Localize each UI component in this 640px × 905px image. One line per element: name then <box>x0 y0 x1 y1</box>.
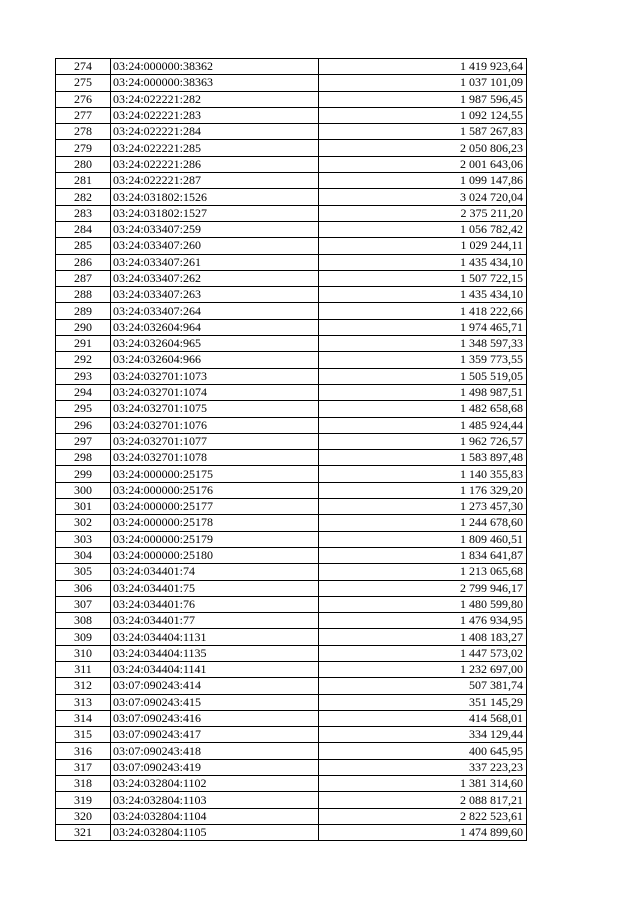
table-row <box>56 238 527 254</box>
row-number-cell: 282 <box>56 189 111 205</box>
table-row <box>56 336 527 352</box>
value-cell: 1 476 934,95 <box>319 613 527 629</box>
row-number-cell: 300 <box>56 482 111 498</box>
row-number-cell: 315 <box>56 727 111 743</box>
row-number-cell: 311 <box>56 661 111 677</box>
cadastral-number-cell: 03:24:033407:260 <box>111 238 319 254</box>
value-cell: 1 809 460,51 <box>319 531 527 547</box>
row-number-cell: 288 <box>56 287 111 303</box>
row-number-cell: 312 <box>56 678 111 694</box>
cadastral-number-cell: 03:24:000000:38362 <box>111 59 319 75</box>
table-row <box>56 189 527 205</box>
cadastral-number-cell: 03:24:000000:25177 <box>111 499 319 515</box>
row-number-cell: 278 <box>56 124 111 140</box>
table-row <box>56 352 527 368</box>
row-number-cell: 277 <box>56 107 111 123</box>
table-row <box>56 205 527 221</box>
row-number-cell: 281 <box>56 173 111 189</box>
value-cell: 1 099 147,86 <box>319 173 527 189</box>
cadastral-number-cell: 03:24:000000:25179 <box>111 531 319 547</box>
row-number-cell: 309 <box>56 629 111 645</box>
cadastral-number-cell: 03:07:090243:418 <box>111 743 319 759</box>
table-row <box>56 694 527 710</box>
table-row <box>56 710 527 726</box>
table-row <box>56 450 527 466</box>
cadastral-number-cell: 03:24:000000:25180 <box>111 547 319 563</box>
cadastral-number-cell: 03:24:022221:285 <box>111 140 319 156</box>
value-cell: 1 974 465,71 <box>319 319 527 335</box>
cadastral-number-cell: 03:24:032804:1103 <box>111 792 319 808</box>
table-row <box>56 319 527 335</box>
cadastral-number-cell: 03:24:034401:76 <box>111 596 319 612</box>
value-cell: 1 987 596,45 <box>319 91 527 107</box>
cadastral-number-cell: 03:24:034401:75 <box>111 580 319 596</box>
value-cell: 1 056 782,42 <box>319 221 527 237</box>
row-number-cell: 275 <box>56 75 111 91</box>
row-number-cell: 297 <box>56 433 111 449</box>
value-cell: 1 176 329,20 <box>319 482 527 498</box>
table-row <box>56 776 527 792</box>
row-number-cell: 298 <box>56 450 111 466</box>
row-number-cell: 304 <box>56 547 111 563</box>
cadastral-number-cell: 03:24:032604:966 <box>111 352 319 368</box>
value-cell: 334 129,44 <box>319 727 527 743</box>
table-row <box>56 270 527 286</box>
cadastral-number-cell: 03:24:031802:1526 <box>111 189 319 205</box>
row-number-cell: 293 <box>56 368 111 384</box>
table-row <box>56 613 527 629</box>
row-number-cell: 274 <box>56 59 111 75</box>
table-row <box>56 303 527 319</box>
table-row <box>56 808 527 824</box>
cadastral-value-table <box>55 58 527 841</box>
value-cell: 2 822 523,61 <box>319 808 527 824</box>
value-cell: 1 498 987,51 <box>319 384 527 400</box>
cadastral-number-cell: 03:24:034404:1141 <box>111 661 319 677</box>
row-number-cell: 295 <box>56 401 111 417</box>
row-number-cell: 291 <box>56 336 111 352</box>
value-cell: 1 485 924,44 <box>319 417 527 433</box>
cadastral-number-cell: 03:24:022221:287 <box>111 173 319 189</box>
value-cell: 1 381 314,60 <box>319 776 527 792</box>
table-row <box>56 743 527 759</box>
cadastral-number-cell: 03:24:000000:25175 <box>111 466 319 482</box>
row-number-cell: 287 <box>56 270 111 286</box>
row-number-cell: 310 <box>56 645 111 661</box>
row-number-cell: 317 <box>56 759 111 775</box>
cadastral-number-cell: 03:24:033407:262 <box>111 270 319 286</box>
table-row <box>56 401 527 417</box>
cadastral-number-cell: 03:24:031802:1527 <box>111 205 319 221</box>
row-number-cell: 301 <box>56 499 111 515</box>
row-number-cell: 303 <box>56 531 111 547</box>
cadastral-number-cell: 03:07:090243:419 <box>111 759 319 775</box>
cadastral-number-cell: 03:24:032804:1104 <box>111 808 319 824</box>
value-cell: 1 435 434,10 <box>319 287 527 303</box>
row-number-cell: 290 <box>56 319 111 335</box>
value-cell: 400 645,95 <box>319 743 527 759</box>
table-row <box>56 59 527 75</box>
row-number-cell: 314 <box>56 710 111 726</box>
value-cell: 3 024 720,04 <box>319 189 527 205</box>
value-cell: 1 232 697,00 <box>319 661 527 677</box>
row-number-cell: 280 <box>56 156 111 172</box>
table-row <box>56 384 527 400</box>
value-cell: 1 447 573,02 <box>319 645 527 661</box>
row-number-cell: 286 <box>56 254 111 270</box>
table-row <box>56 287 527 303</box>
table-body <box>56 59 527 841</box>
row-number-cell: 313 <box>56 694 111 710</box>
value-cell: 1 482 658,68 <box>319 401 527 417</box>
row-number-cell: 292 <box>56 352 111 368</box>
cadastral-number-cell: 03:24:022221:282 <box>111 91 319 107</box>
value-cell: 414 568,01 <box>319 710 527 726</box>
value-cell: 1 435 434,10 <box>319 254 527 270</box>
cadastral-number-cell: 03:24:034404:1135 <box>111 645 319 661</box>
cadastral-number-cell: 03:24:022221:283 <box>111 107 319 123</box>
table-row <box>56 91 527 107</box>
value-cell: 507 381,74 <box>319 678 527 694</box>
cadastral-number-cell: 03:24:032604:965 <box>111 336 319 352</box>
table-row <box>56 221 527 237</box>
table-row <box>56 417 527 433</box>
table-row <box>56 580 527 596</box>
cadastral-number-cell: 03:24:033407:259 <box>111 221 319 237</box>
value-cell: 1 140 355,83 <box>319 466 527 482</box>
cadastral-number-cell: 03:24:022221:286 <box>111 156 319 172</box>
value-cell: 1 092 124,55 <box>319 107 527 123</box>
table-row <box>56 727 527 743</box>
row-number-cell: 307 <box>56 596 111 612</box>
cadastral-number-cell: 03:24:032701:1076 <box>111 417 319 433</box>
table-row <box>56 433 527 449</box>
cadastral-number-cell: 03:24:034404:1131 <box>111 629 319 645</box>
value-cell: 1 419 923,64 <box>319 59 527 75</box>
table-row <box>56 759 527 775</box>
cadastral-number-cell: 03:24:034401:74 <box>111 564 319 580</box>
value-cell: 351 145,29 <box>319 694 527 710</box>
row-number-cell: 279 <box>56 140 111 156</box>
cadastral-number-cell: 03:07:090243:414 <box>111 678 319 694</box>
row-number-cell: 294 <box>56 384 111 400</box>
value-cell: 1 244 678,60 <box>319 515 527 531</box>
cadastral-number-cell: 03:24:022221:284 <box>111 124 319 140</box>
value-cell: 2 001 643,06 <box>319 156 527 172</box>
row-number-cell: 318 <box>56 776 111 792</box>
value-cell: 337 223,23 <box>319 759 527 775</box>
row-number-cell: 299 <box>56 466 111 482</box>
value-cell: 1 037 101,09 <box>319 75 527 91</box>
cadastral-number-cell: 03:24:032604:964 <box>111 319 319 335</box>
table-row <box>56 466 527 482</box>
value-cell: 1 474 899,60 <box>319 824 527 840</box>
value-cell: 2 375 211,20 <box>319 205 527 221</box>
table-row <box>56 499 527 515</box>
table-row <box>56 254 527 270</box>
value-cell: 1 213 065,68 <box>319 564 527 580</box>
cadastral-number-cell: 03:24:033407:263 <box>111 287 319 303</box>
value-cell: 2 050 806,23 <box>319 140 527 156</box>
value-cell: 1 587 267,83 <box>319 124 527 140</box>
value-cell: 1 505 519,05 <box>319 368 527 384</box>
table-row <box>56 564 527 580</box>
table-row <box>56 678 527 694</box>
row-number-cell: 319 <box>56 792 111 808</box>
table-row <box>56 645 527 661</box>
table-row <box>56 107 527 123</box>
cadastral-number-cell: 03:07:090243:416 <box>111 710 319 726</box>
cadastral-number-cell: 03:24:033407:261 <box>111 254 319 270</box>
table-row <box>56 156 527 172</box>
value-cell: 1 348 597,33 <box>319 336 527 352</box>
value-cell: 1 480 599,80 <box>319 596 527 612</box>
table-row <box>56 629 527 645</box>
value-cell: 2 088 817,21 <box>319 792 527 808</box>
cadastral-number-cell: 03:07:090243:417 <box>111 727 319 743</box>
row-number-cell: 316 <box>56 743 111 759</box>
cadastral-number-cell: 03:07:090243:415 <box>111 694 319 710</box>
row-number-cell: 305 <box>56 564 111 580</box>
row-number-cell: 283 <box>56 205 111 221</box>
row-number-cell: 321 <box>56 824 111 840</box>
cadastral-number-cell: 03:24:034401:77 <box>111 613 319 629</box>
table-row <box>56 661 527 677</box>
cadastral-number-cell: 03:24:032701:1073 <box>111 368 319 384</box>
cadastral-number-cell: 03:24:032701:1077 <box>111 433 319 449</box>
value-cell: 1 583 897,48 <box>319 450 527 466</box>
row-number-cell: 284 <box>56 221 111 237</box>
value-cell: 1 507 722,15 <box>319 270 527 286</box>
cadastral-number-cell: 03:24:000000:38363 <box>111 75 319 91</box>
table-row <box>56 482 527 498</box>
value-cell: 1 834 641,87 <box>319 547 527 563</box>
value-cell: 1 359 773,55 <box>319 352 527 368</box>
cadastral-number-cell: 03:24:032804:1102 <box>111 776 319 792</box>
table-row <box>56 173 527 189</box>
table-row <box>56 140 527 156</box>
row-number-cell: 302 <box>56 515 111 531</box>
row-number-cell: 306 <box>56 580 111 596</box>
cadastral-number-cell: 03:24:032701:1078 <box>111 450 319 466</box>
row-number-cell: 296 <box>56 417 111 433</box>
cadastral-number-cell: 03:24:032804:1105 <box>111 824 319 840</box>
table-row <box>56 596 527 612</box>
cadastral-number-cell: 03:24:032701:1074 <box>111 384 319 400</box>
cadastral-number-cell: 03:24:033407:264 <box>111 303 319 319</box>
table-row <box>56 124 527 140</box>
table-row <box>56 792 527 808</box>
value-cell: 1 418 222,66 <box>319 303 527 319</box>
row-number-cell: 276 <box>56 91 111 107</box>
cadastral-number-cell: 03:24:000000:25178 <box>111 515 319 531</box>
value-cell: 1 408 183,27 <box>319 629 527 645</box>
cadastral-number-cell: 03:24:032701:1075 <box>111 401 319 417</box>
cadastral-number-cell: 03:24:000000:25176 <box>111 482 319 498</box>
table-row <box>56 824 527 840</box>
row-number-cell: 289 <box>56 303 111 319</box>
row-number-cell: 285 <box>56 238 111 254</box>
table-row <box>56 515 527 531</box>
value-cell: 1 273 457,30 <box>319 499 527 515</box>
value-cell: 1 962 726,57 <box>319 433 527 449</box>
row-number-cell: 320 <box>56 808 111 824</box>
table-row <box>56 368 527 384</box>
table-row <box>56 75 527 91</box>
table-row <box>56 547 527 563</box>
value-cell: 2 799 946,17 <box>319 580 527 596</box>
table-row <box>56 531 527 547</box>
value-cell: 1 029 244,11 <box>319 238 527 254</box>
row-number-cell: 308 <box>56 613 111 629</box>
